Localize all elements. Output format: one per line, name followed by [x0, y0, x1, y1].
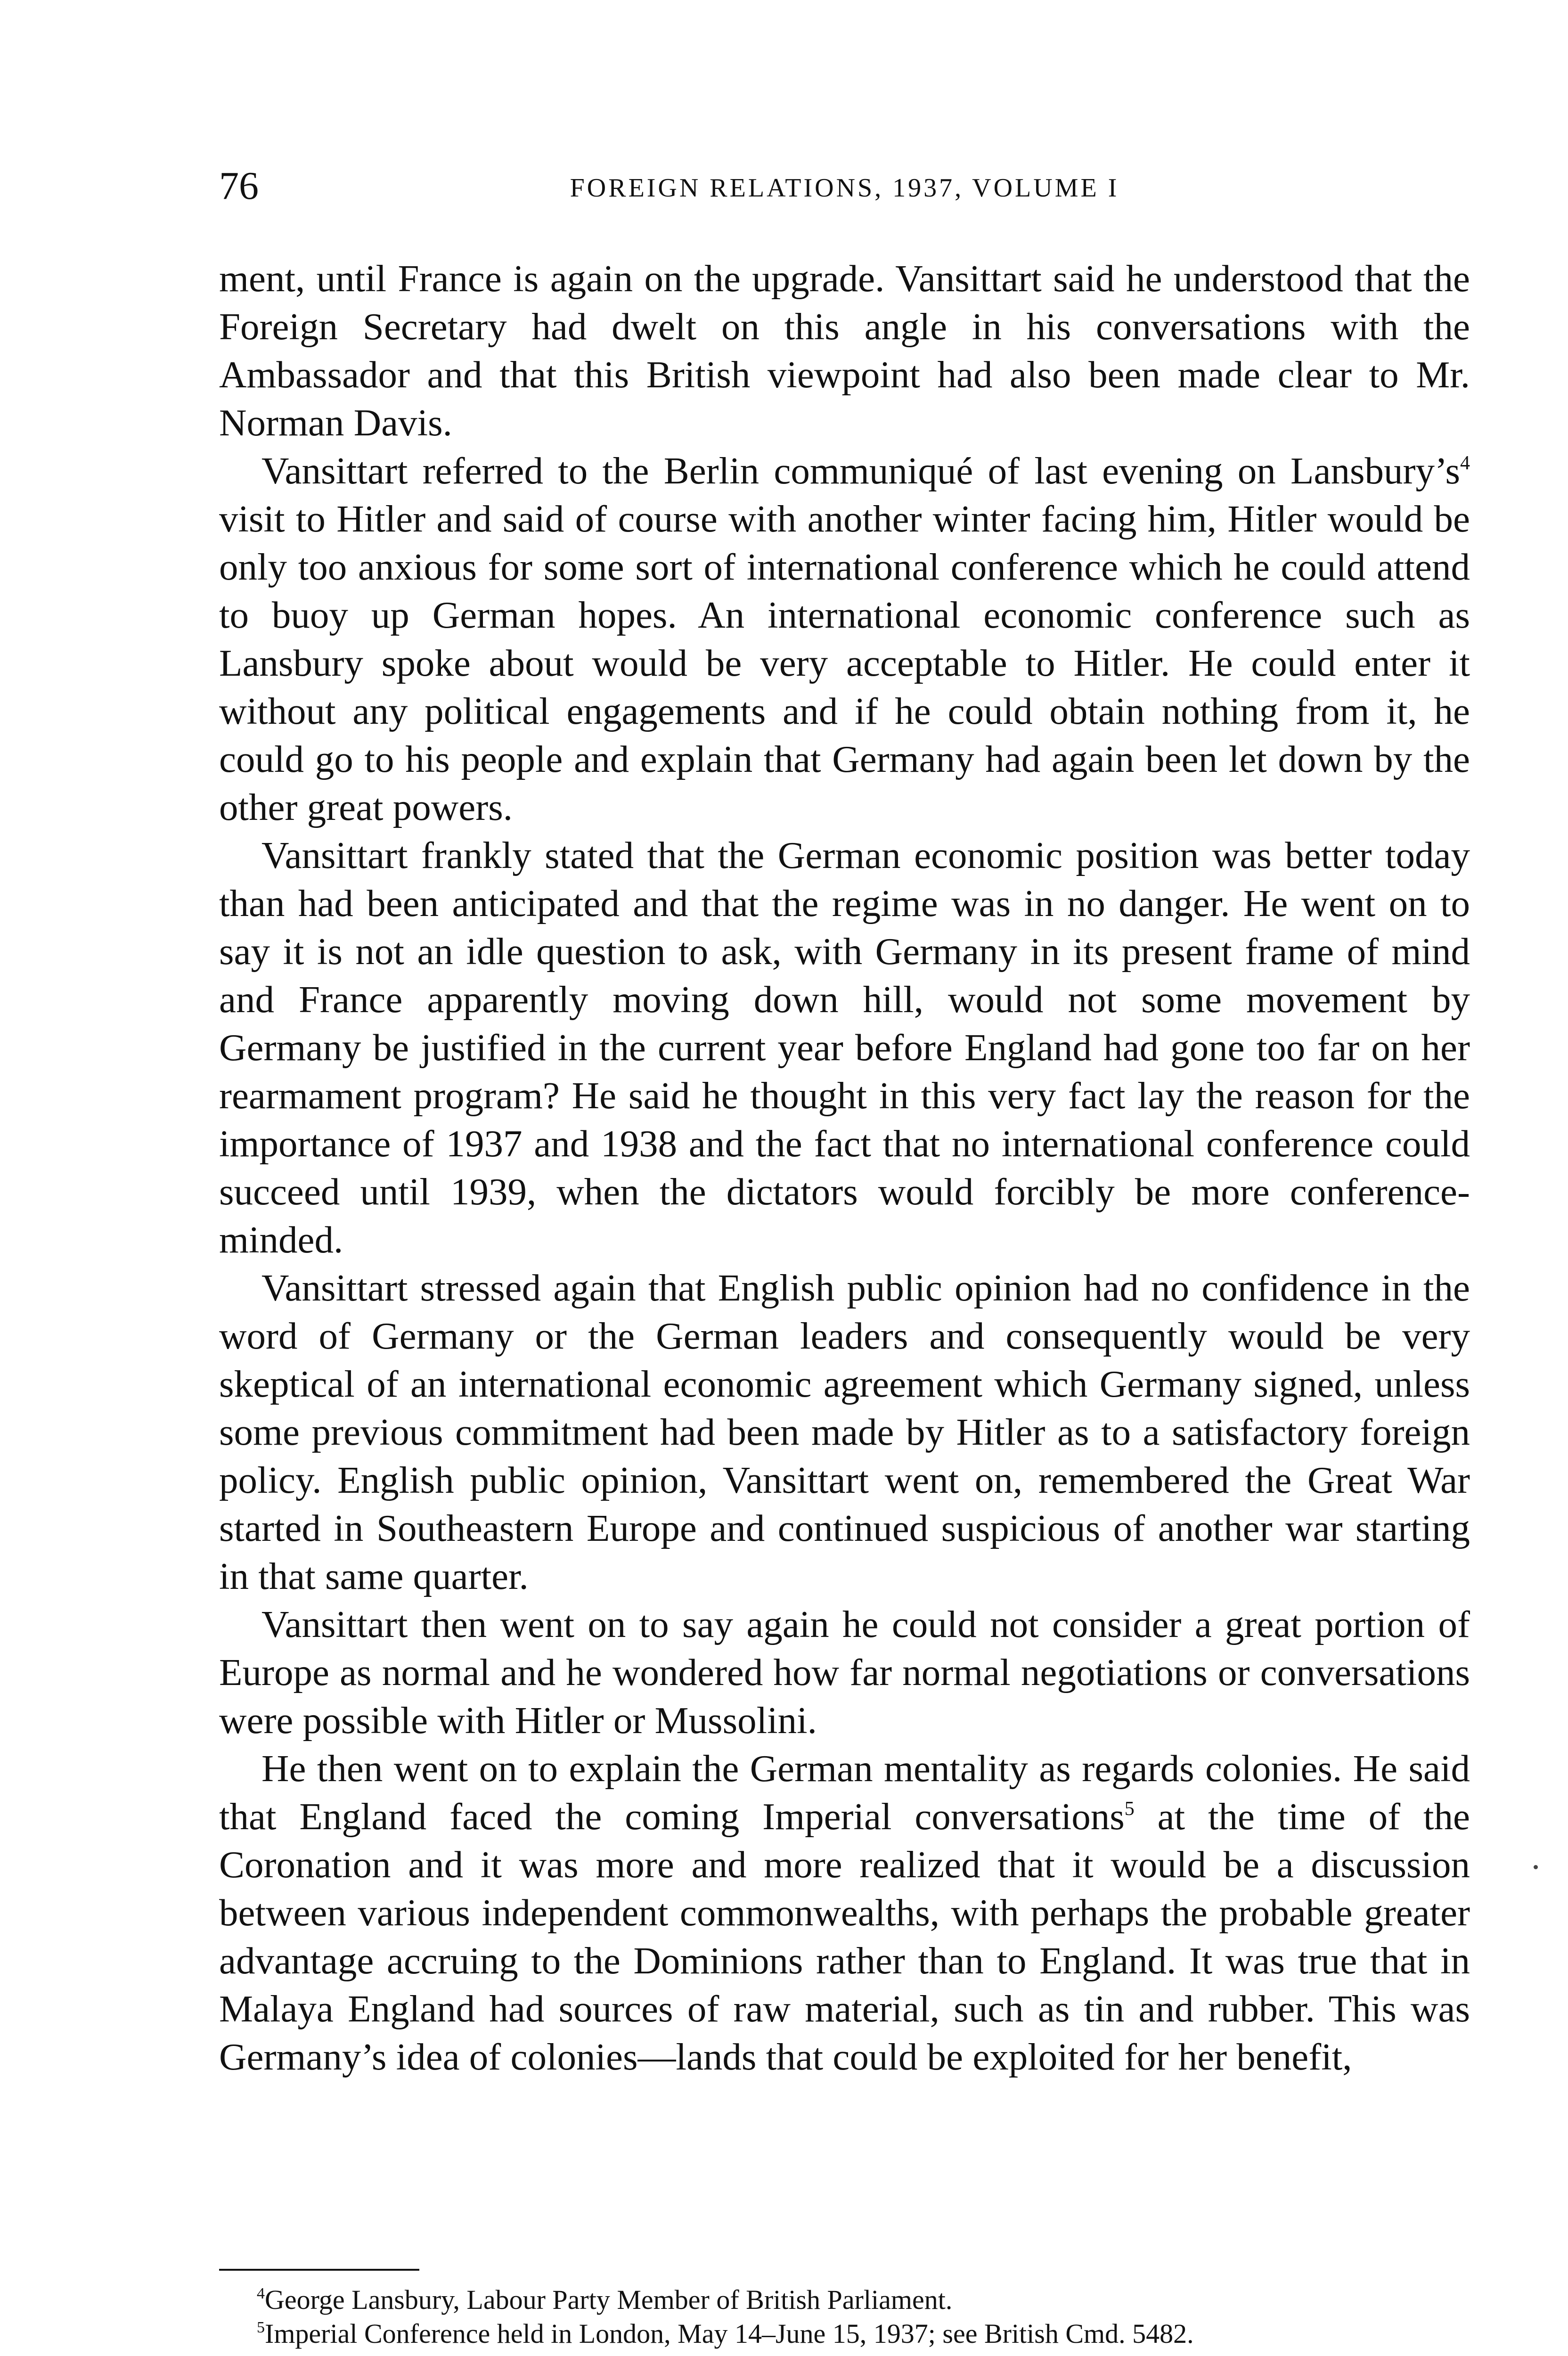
- footnote-text: George Lansbury, Labour Party Member of British Parliament.: [265, 2284, 953, 2315]
- paragraph: [219, 447, 1470, 831]
- paragraph: [219, 1744, 1470, 2081]
- margin-mark: [1534, 1865, 1538, 1869]
- footnote-marker: 4: [257, 2285, 265, 2302]
- footnote-text: Imperial Conference held in London, May 14–June 15, 1937; see British Cmd. 5482.: [265, 2318, 1194, 2349]
- footnote: [219, 2283, 1470, 2317]
- page-header: [219, 160, 1470, 221]
- paragraph-text: He then went on to explain the German mentality as regards colonies. He said that England faced the coming Imperial conversations: [219, 1747, 1470, 1838]
- footnote-ref: 5: [1124, 1798, 1135, 1820]
- page-number: 76: [219, 164, 259, 208]
- paragraph: Vansittart then went on to say again he could not consider a great portion of Europe as normal and he wondered how far normal negotiations or conversations were possible with Hitler or Mussolini.: [219, 1603, 1470, 1742]
- body-text: [219, 254, 1470, 2081]
- page-content: [219, 160, 1470, 2081]
- paragraph-text: at the time of the Coronation and it was more and more realized that it would be a discussion between various independent commonwealths, with perhaps the probable greater advantage accruing to the Dominions rather than to England. It was true that in Malaya England had sources of raw material, such as tin and rubber. This was Germany’s idea of colonies—lands that could be exploited for her benefit,: [219, 1795, 1470, 2078]
- paragraph: Vansittart stressed again that English public opinion had no confidence in the word of Germany or the German leaders and consequently would be very skeptical of an international economic agreement which Germany signed, unless some previous commitment had been made by Hitler as to a satisfactory foreign policy. English public opinion, Vansittart went on, remembered the Great War started in Southeastern Europe and continued suspicious of another war starting in that same quarter.: [219, 1267, 1470, 1597]
- footnote-ref: 4: [1460, 452, 1470, 474]
- paragraph: ment, until France is again on the upgrade. Vansittart said he understood that the Foreign Secretary had dwelt on this angle in his conversations with the Ambassador and that this British viewpoint had also been made clear to Mr. Norman Davis.: [219, 257, 1470, 444]
- paragraph-text: Vansittart referred to the Berlin communiqué of last evening on Lansbury’s: [261, 450, 1460, 492]
- running-head: FOREIGN RELATIONS, 1937, VOLUME I: [570, 173, 1119, 203]
- footnote-divider: [219, 2269, 419, 2271]
- footnote-marker: 5: [257, 2319, 265, 2336]
- footnote: [219, 2317, 1470, 2351]
- paragraph: Vansittart frankly stated that the German economic position was better today than had been anticipated and that the regime was in no danger. He went on to say it is not an idle question to ask, with Germany in its present frame of mind and France apparently moving down hill, would not some movement by Germany be justified in the current year before England had gone too far on her rearmament program? He said he thought in this very fact lay the reason for the importance of 1937 and 1938 and the fact that no international conference could succeed until 1939, when the dictators would forcibly be more conference-minded.: [219, 834, 1470, 1261]
- footnotes: [219, 2283, 1470, 2351]
- paragraph-text: visit to Hitler and said of course with another winter facing him, Hitler would be only too anxious for some sort of international conference which he could attend to buoy up German hopes. An international economic conference such as Lansbury spoke about would be very acceptable to Hitler. He could enter it without any political engagements and if he could obtain nothing from it, he could go to his people and explain that Germany had again been let down by the other great powers.: [219, 498, 1470, 828]
